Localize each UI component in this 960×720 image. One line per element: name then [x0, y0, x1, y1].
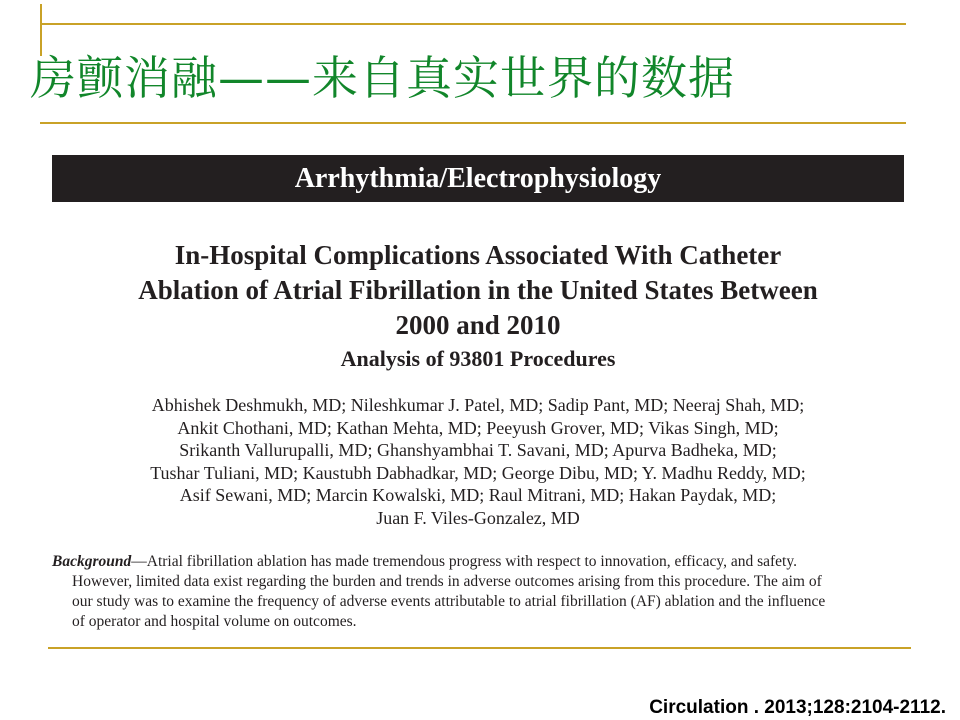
abstract-line: of operator and hospital volume on outcomes.: [72, 613, 357, 630]
author-line: Juan F. Viles-Gonzalez, MD: [376, 507, 580, 528]
title-underline-rule: [40, 122, 906, 124]
author-line: Tushar Tuliani, MD; Kaustubh Dabhadkar, MD; George Dibu, MD; Y. Madhu Reddy, MD;: [150, 462, 806, 483]
left-vertical-rule: [40, 4, 42, 56]
citation: Circulation . 2013;128:2104-2112.: [649, 697, 946, 718]
author-list: [70, 394, 886, 529]
abstract-text: —Atrial fibrillation ablation has made tremendous progress with respect to innovation, efficacy, and safety.: [131, 553, 797, 570]
bottom-rule: [48, 647, 911, 649]
abstract-line: [52, 552, 910, 572]
paper-title-line: Ablation of Atrial Fibrillation in the United States Between: [138, 275, 818, 305]
author-line: Asif Sewani, MD; Marcin Kowalski, MD; Raul Mitrani, MD; Hakan Paydak, MD;: [179, 485, 777, 505]
abstract-line: However, limited data exist regarding the burden and trends in adverse outcomes arising from this procedure. The aim of: [72, 573, 822, 590]
paper-title: [52, 238, 904, 343]
abstract-label: Background: [52, 553, 132, 570]
abstract-background: [52, 552, 910, 632]
author-line: Abhishek Deshmukh, MD; Nileshkumar J. Patel, MD; Sadip Pant, MD; Neeraj Shah, MD;: [151, 395, 805, 415]
paper-title-line: 2000 and 2010: [395, 310, 561, 340]
abstract-line: our study was to examine the frequency of adverse events attributable to atrial fibrillation (AF) ablation and the influence: [72, 593, 826, 610]
top-rule: [40, 23, 906, 25]
author-line: Srikanth Vallurupalli, MD; Ghanshyambhai T. Savani, MD; Apurva Badheka, MD;: [179, 440, 777, 460]
slide-title: 房颤消融——来自真实世界的数据: [30, 51, 735, 105]
section-banner: Arrhythmia/Electrophysiology: [52, 155, 904, 202]
paper-subtitle: Analysis of 93801 Procedures: [340, 346, 616, 371]
author-line: Ankit Chothani, MD; Kathan Mehta, MD; Peeyush Grover, MD; Vikas Singh, MD;: [177, 417, 779, 438]
paper-title-line: In-Hospital Complications Associated With Catheter: [174, 240, 782, 270]
